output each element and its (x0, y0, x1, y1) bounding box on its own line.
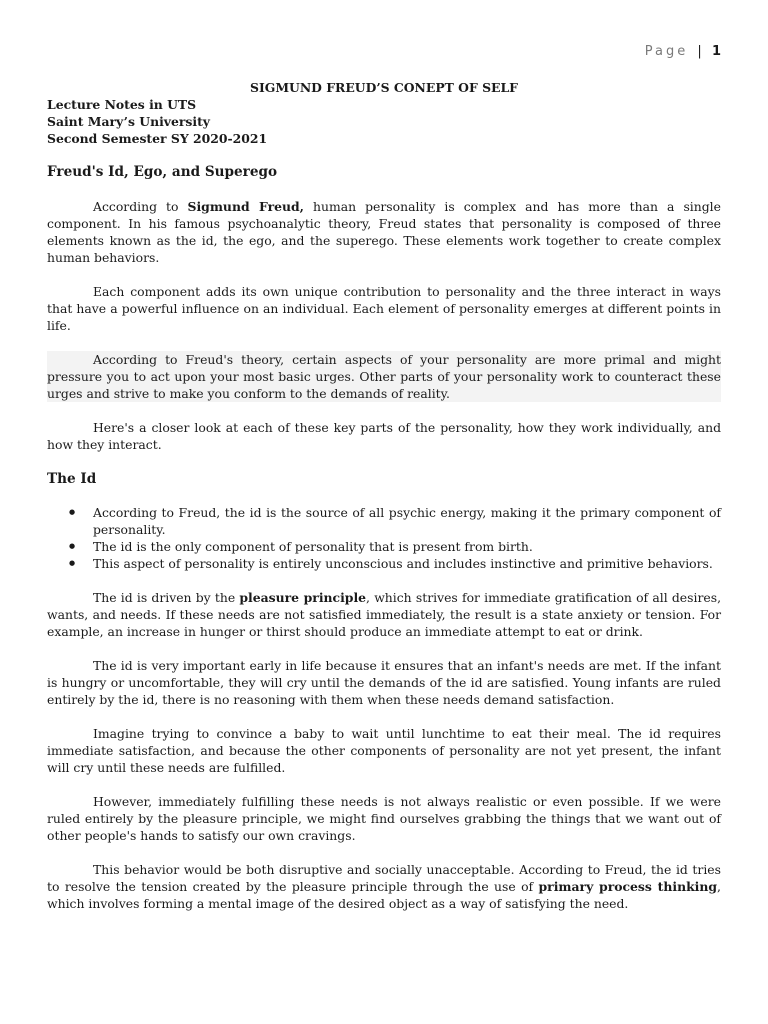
paragraph-lunchtime: Imagine trying to convince a baby to wait until lunchtime to eat their meal. The id requires immediate satisfaction, and because the other components of personality are not yet present, the infant will cry until these needs are fulfilled. (47, 726, 721, 775)
list-item: ● The id is the only component of personality that is present from birth. (47, 538, 721, 555)
paragraph-primary-process (47, 861, 721, 912)
list-item: ● According to Freud, the id is the source of all psychic energy, making it the primary component of personality. (47, 504, 721, 538)
paragraph-text: human personality is complex and has more than a single component. In his famous psychoanalytic theory, Freud states that personality is composed of three elements known as the id, the ego, and the superego. These elements work together to create complex human behaviors. (47, 199, 721, 265)
bold-term-pleasure-principle: pleasure principle (239, 590, 367, 605)
paragraph-intro (47, 198, 721, 266)
page-number-header (645, 44, 721, 59)
bold-term-primary-process-thinking: primary process thinking (538, 879, 718, 894)
document-body (47, 79, 721, 912)
paragraph-text: The id is driven by the (93, 590, 240, 605)
bold-term-sigmund-freud: Sigmund Freud, (187, 199, 304, 214)
paragraph-text: According to (93, 199, 188, 214)
paragraph-components: Each component adds its own unique contribution to personality and the three interact in ways that have a powerful influence on an individual. Each element of personality emerges at different points in life. (47, 284, 721, 333)
list-item: ● This aspect of personality is entirely unconscious and includes instinctive and primitive behaviors. (47, 555, 721, 572)
paragraph-infant-needs: The id is very important early in life because it ensures that an infant's needs are met. If the infant is hungry or uncomfortable, they will cry until the demands of the id are satisfied. Young infants are ruled entirely by the id, there is no reasoning with them when these needs demand satisfaction. (47, 658, 721, 707)
section-heading-the-id: The Id (47, 471, 97, 487)
university-line: Saint Mary’s University (47, 114, 210, 129)
paragraph-closer-look: Here's a closer look at each of these key parts of the personality, how they work individually, and how they interact. (47, 420, 721, 452)
id-bullet-list (47, 504, 721, 572)
semester-line: Second Semester SY 2020-2021 (47, 131, 268, 146)
page-number: 1 (711, 44, 721, 59)
paragraph-text: , which involves forming a mental image of the desired object as a way of satisfying the need. (47, 879, 721, 911)
paragraph-text: This behavior would be both disruptive and socially unacceptable. According to Freud, the id tries to resolve the tension created by the pleasure principle through the use of (47, 862, 721, 894)
section-heading-id-ego-superego: Freud's Id, Ego, and Superego (47, 164, 278, 180)
document-title: SIGMUND FREUD’S CONEPT OF SELF (250, 80, 518, 95)
paragraph-highlighted-theory: According to Freud's theory, certain aspects of your personality are more primal and might pressure you to act upon your most basic urges. Other parts of your personality work to counteract these urges and strive to make you conform to the demands of reality. (47, 352, 721, 401)
paragraph-text: , which strives for immediate gratification of all desires, wants, and needs. If these needs are not satisfied immediately, the result is a state anxiety or tension. For example, an increase in hunger or thirst should produce an immediate attempt to eat or drink. (47, 590, 722, 639)
paragraph-realistic: However, immediately fulfilling these needs is not always realistic or even possible. If we were ruled entirely by the pleasure principle, we might find ourselves grabbing the things that we want out of other people's hands to satisfy our own cravings. (47, 794, 721, 843)
paragraph-pleasure-principle (47, 589, 721, 640)
course-line: Lecture Notes in UTS (47, 97, 197, 112)
page-divider: | (697, 44, 702, 59)
page-label: Page (644, 44, 689, 59)
